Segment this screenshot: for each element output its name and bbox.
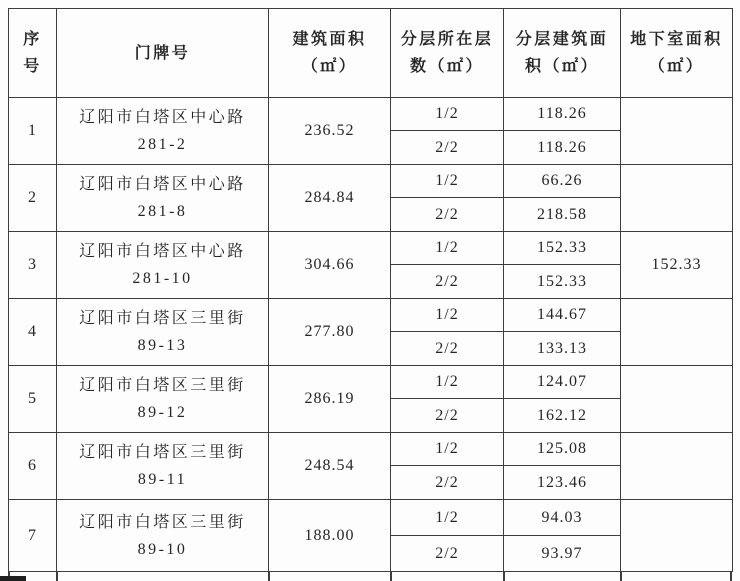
cell-index: 5 — [9, 366, 57, 433]
table-row — [9, 299, 733, 332]
cell-index: 3 — [9, 232, 57, 299]
cell-floor-level: 2/2 — [391, 466, 504, 500]
cell-address: 辽阳市白塔区三里街 89-11 — [57, 433, 269, 500]
cell-floor-level: 2/2 — [391, 332, 504, 366]
cutoff-column-line — [390, 571, 392, 581]
header-total-area: 建筑面积 （㎡） — [269, 9, 391, 98]
cell-basement-area: 152.33 — [621, 232, 733, 299]
cell-floor-area: 162.12 — [504, 399, 621, 433]
table-row — [9, 232, 733, 265]
cell-floor-level: 2/2 — [391, 131, 504, 165]
cell-address: 辽阳市白塔区三里街 89-12 — [57, 366, 269, 433]
cell-basement-area — [621, 433, 733, 500]
cell-address: 辽阳市白塔区中心路 281-10 — [57, 232, 269, 299]
cutoff-column-line — [503, 571, 505, 581]
cell-address: 辽阳市白塔区中心路 281-8 — [57, 165, 269, 232]
cell-basement-area — [621, 299, 733, 366]
cell-floor-level: 2/2 — [391, 399, 504, 433]
table-row — [9, 98, 733, 131]
cell-index: 2 — [9, 165, 57, 232]
cell-basement-area — [621, 500, 733, 572]
cell-floor-level: 1/2 — [391, 299, 504, 332]
header-index: 序 号 — [9, 9, 57, 98]
cell-address: 辽阳市白塔区三里街 89-13 — [57, 299, 269, 366]
table-row — [9, 366, 733, 399]
table-row — [9, 433, 733, 466]
cell-total-area: 188.00 — [269, 500, 391, 572]
cell-floor-area: 123.46 — [504, 466, 621, 500]
cell-basement-area — [621, 366, 733, 433]
header-row — [9, 9, 733, 98]
cell-total-area: 236.52 — [269, 98, 391, 165]
cell-index: 6 — [9, 433, 57, 500]
cell-total-area: 277.80 — [269, 299, 391, 366]
cell-address: 辽阳市白塔区三里街 89-10 — [57, 500, 269, 572]
cell-floor-area: 124.07 — [504, 366, 621, 399]
cell-floor-level: 1/2 — [391, 433, 504, 466]
cell-floor-level: 1/2 — [391, 98, 504, 131]
cutoff-column-line — [730, 571, 732, 581]
cell-floor-area: 118.26 — [504, 131, 621, 165]
cell-total-area: 304.66 — [269, 232, 391, 299]
cell-floor-level: 2/2 — [391, 536, 504, 572]
cell-floor-area: 94.03 — [504, 500, 621, 536]
cutoff-column-line — [268, 571, 270, 581]
cell-basement-area — [621, 98, 733, 165]
building-area-table — [8, 8, 733, 572]
cell-index: 4 — [9, 299, 57, 366]
cell-floor-area: 118.26 — [504, 98, 621, 131]
cell-floor-area: 152.33 — [504, 265, 621, 299]
cell-total-area: 248.54 — [269, 433, 391, 500]
cell-floor-area: 144.67 — [504, 299, 621, 332]
cell-floor-level: 1/2 — [391, 500, 504, 536]
page-edge-artifact — [0, 576, 26, 581]
cell-floor-area: 133.13 — [504, 332, 621, 366]
header-basement-area: 地下室面积 （㎡） — [621, 9, 733, 98]
cell-basement-area — [621, 165, 733, 232]
cell-floor-level: 1/2 — [391, 165, 504, 198]
cell-floor-area: 66.26 — [504, 165, 621, 198]
cell-floor-area: 218.58 — [504, 198, 621, 232]
cutoff-column-line — [620, 571, 622, 581]
header-floor-area: 分层建筑面 积（㎡） — [504, 9, 621, 98]
cell-floor-level: 2/2 — [391, 198, 504, 232]
cell-floor-area: 93.97 — [504, 536, 621, 572]
cell-floor-level: 1/2 — [391, 232, 504, 265]
cell-floor-level: 1/2 — [391, 366, 504, 399]
cell-index: 1 — [9, 98, 57, 165]
cell-floor-level: 2/2 — [391, 265, 504, 299]
cell-total-area: 286.19 — [269, 366, 391, 433]
cell-address: 辽阳市白塔区中心路 281-2 — [57, 98, 269, 165]
table-row — [9, 165, 733, 198]
table-row — [9, 500, 733, 536]
cell-total-area: 284.84 — [269, 165, 391, 232]
cell-index: 7 — [9, 500, 57, 572]
header-address: 门牌号 — [57, 9, 269, 98]
header-floor-level: 分层所在层 数（㎡） — [391, 9, 504, 98]
cell-floor-area: 152.33 — [504, 232, 621, 265]
cutoff-column-line — [56, 571, 58, 581]
cell-floor-area: 125.08 — [504, 433, 621, 466]
